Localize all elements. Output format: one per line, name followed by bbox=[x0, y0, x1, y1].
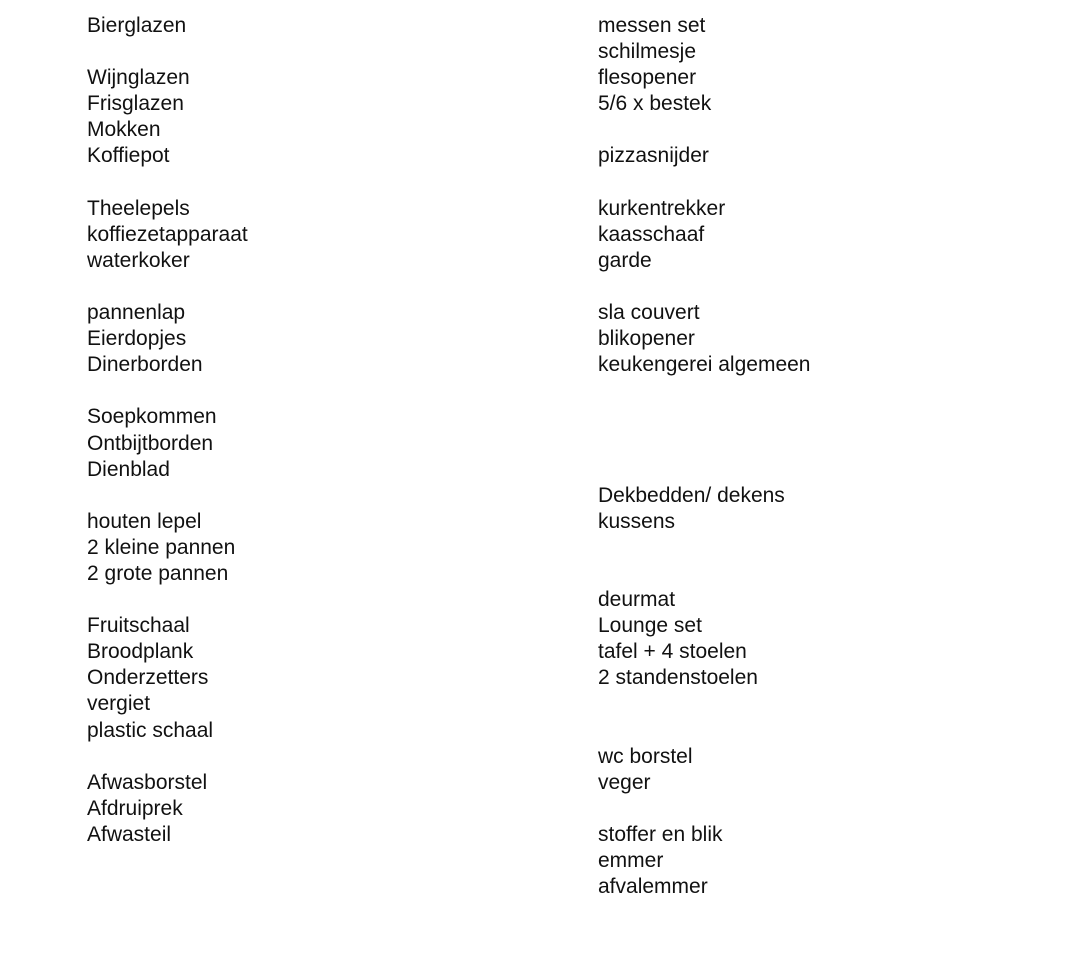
blank-line bbox=[598, 691, 1038, 717]
list-item: messen set bbox=[598, 14, 706, 37]
blank-line bbox=[598, 170, 1038, 196]
list-item: Dinerborden bbox=[87, 353, 203, 377]
blank-line bbox=[598, 535, 1038, 561]
list-item: veger bbox=[598, 770, 651, 794]
list-item: koffiezetapparaat bbox=[87, 222, 248, 246]
list-item: Afwasborstel bbox=[87, 770, 208, 794]
blank-line bbox=[598, 457, 1038, 483]
list-item: Bierglazen bbox=[87, 14, 187, 37]
blank-line bbox=[598, 561, 1038, 587]
blank-line bbox=[87, 744, 527, 770]
list-item: plastic schaal bbox=[87, 718, 214, 742]
list-item: Dienblad bbox=[87, 457, 170, 481]
list-item: Eierdopjes bbox=[87, 327, 187, 351]
list-item: garde bbox=[598, 248, 652, 272]
list-item: Afwasteil bbox=[87, 822, 172, 846]
list-item: Broodplank bbox=[87, 640, 194, 664]
list-item: wc borstel bbox=[598, 744, 693, 768]
blank-line bbox=[598, 404, 1038, 430]
list-item: afvalemmer bbox=[598, 875, 708, 899]
blank-line bbox=[87, 483, 527, 509]
list-item: 2 grote pannen bbox=[87, 561, 229, 585]
blank-line bbox=[598, 718, 1038, 744]
list-item: Dekbedden/ dekens bbox=[598, 483, 785, 507]
list-item: Soepkommen bbox=[87, 405, 217, 429]
list-item: Wijnglazen bbox=[87, 66, 190, 90]
list-item: 2 kleine pannen bbox=[87, 535, 236, 559]
list-item: houten lepel bbox=[87, 509, 202, 533]
list-item: schilmesje bbox=[598, 40, 697, 64]
blank-line bbox=[598, 431, 1038, 457]
list-item: 2 standenstoelen bbox=[598, 666, 758, 690]
blank-line bbox=[87, 378, 527, 404]
blank-line bbox=[87, 170, 527, 196]
list-item: stoffer en blik bbox=[598, 822, 723, 846]
blank-line bbox=[87, 274, 527, 300]
list-item: Frisglazen bbox=[87, 92, 184, 116]
list-item: kurkentrekker bbox=[598, 196, 726, 220]
list-item: keukengerei algemeen bbox=[598, 353, 811, 377]
list-item: Theelepels bbox=[87, 196, 190, 220]
list-item: blikopener bbox=[598, 327, 695, 351]
list-item: Lounge set bbox=[598, 614, 702, 638]
list-item: sla couvert bbox=[598, 301, 700, 325]
blank-line bbox=[598, 117, 1038, 143]
list-item: Ontbijtborden bbox=[87, 431, 214, 455]
list-item: pizzasnijder bbox=[598, 144, 709, 168]
blank-line bbox=[87, 39, 527, 65]
list-item: waterkoker bbox=[87, 248, 190, 272]
list-item: flesopener bbox=[598, 66, 697, 90]
right-item-column bbox=[598, 13, 1038, 900]
blank-line bbox=[598, 274, 1038, 300]
blank-line bbox=[87, 587, 527, 613]
blank-line bbox=[598, 378, 1038, 404]
list-item: deurmat bbox=[598, 588, 676, 612]
list-item: kaasschaaf bbox=[598, 222, 705, 246]
list-item: Koffiepot bbox=[87, 144, 170, 168]
list-item: Fruitschaal bbox=[87, 614, 190, 638]
list-item: pannenlap bbox=[87, 301, 186, 325]
list-item: 5/6 x bestek bbox=[598, 92, 712, 116]
list-item: kussens bbox=[598, 509, 676, 533]
list-item: Onderzetters bbox=[87, 666, 209, 690]
list-item: tafel + 4 stoelen bbox=[598, 640, 747, 664]
list-item: Afdruiprek bbox=[87, 796, 183, 820]
blank-line bbox=[598, 796, 1038, 822]
list-item: emmer bbox=[598, 849, 664, 872]
left-item-column bbox=[87, 13, 527, 848]
list-item: Mokken bbox=[87, 118, 161, 142]
list-item: vergiet bbox=[87, 692, 151, 716]
